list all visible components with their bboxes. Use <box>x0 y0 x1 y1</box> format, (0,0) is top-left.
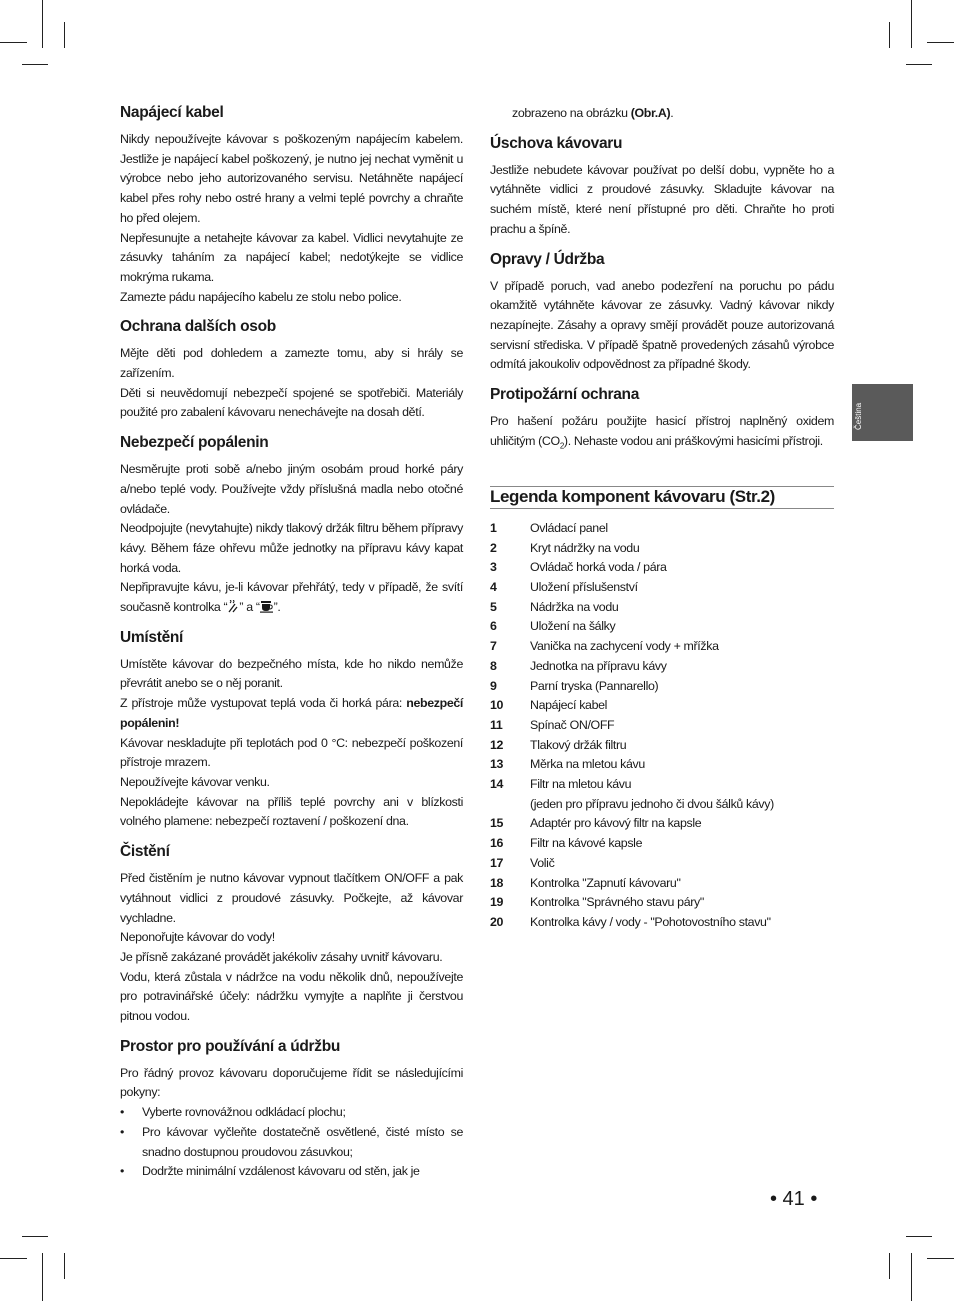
text-run: Nepřipravujte kávu, je-li kávovar přehřátý, tedy v případě, že svítí současně kontrolka “ <box>120 580 463 615</box>
text-run: Z přístroje může vystupovat teplá voda či horká pára: <box>120 696 407 711</box>
legend-text: Kontrolka "Zapnutí kávovaru" <box>530 875 681 890</box>
text-run: Pro hašení požáru použijte hasicí přístroj naplněný oxidem uhličitým (CO <box>490 414 834 448</box>
section-heading: Čistění <box>120 843 170 861</box>
paragraph: Jestliže nebudete kávovar používat po delší dobu, vypněte ho a vytáhněte vidlici z proudové zásuvky. Skladujte kávovar na suchém místě, které není přístupné pro děti. Chraňte ho proti prachu a špíně. <box>490 162 834 236</box>
crop-mark <box>927 42 954 43</box>
legend-row <box>490 617 774 637</box>
legend-number: 16 <box>490 836 504 851</box>
legend-number: 12 <box>490 737 504 752</box>
section-heading: Úschova kávovaru <box>490 134 623 152</box>
steam-icon <box>227 600 239 614</box>
legend-row <box>490 558 774 578</box>
section-heading: Umístění <box>120 628 184 646</box>
legend-text: Uložení příslušenství <box>530 580 638 595</box>
paragraph <box>120 694 463 733</box>
legend-row <box>490 539 774 559</box>
legend-text: Ovládací panel <box>530 520 608 535</box>
section-heading: Opravy / Údržba <box>490 250 605 268</box>
text-run: ”. <box>273 600 281 615</box>
right-column <box>490 104 834 933</box>
legend-text: Kontrolka "Správného stavu páry" <box>530 895 704 910</box>
legend-number <box>490 795 530 815</box>
legend-number: 15 <box>490 816 504 831</box>
legend-text: Jednotka na přípravu kávy <box>530 658 667 673</box>
crop-mark <box>64 22 65 48</box>
left-column <box>120 104 463 1193</box>
text-run: ). Nehaste vodou ani práškovými hasicími přístroji. <box>563 433 823 448</box>
figure-ref: (Obr.A) <box>630 106 671 120</box>
legend-number: 5 <box>490 599 497 614</box>
crop-mark <box>927 1258 954 1259</box>
legend-number: 11 <box>490 717 503 732</box>
crop-mark <box>906 64 932 65</box>
legend-number: 4 <box>490 580 497 595</box>
paragraph: Umístěte kávovar do bezpečného místa, kde ho nikdo nemůže převrátit anebo se o něj poranit. <box>120 656 463 691</box>
paragraph: Kávovar neskladujte při teplotách pod 0 °C: nebezpečí poškození přístroje mrazem. <box>120 735 463 770</box>
section-heading: Napájecí kabel <box>120 104 224 121</box>
paragraph: Neponořujte kávovar do vody! <box>120 930 275 945</box>
legend-row <box>490 913 774 933</box>
legend-number: 10 <box>490 698 504 713</box>
legend-text: Volič <box>530 855 555 870</box>
section-uschova <box>490 135 834 240</box>
legend-number: 2 <box>490 540 497 555</box>
section-opravy <box>490 251 834 376</box>
section-umisteni <box>120 629 463 832</box>
legend-number: 20 <box>490 914 504 929</box>
crop-mark <box>0 42 27 43</box>
paragraph: Nepřesunujte a netahejte kávovar za kabel. Vidlici nevytahujte ze zásuvky taháním za napájecí kabel; nedotýkejte se vidlice mokrýma rukama. <box>120 230 463 284</box>
language-tab-label: Čeština <box>854 402 863 430</box>
paragraph-with-icons <box>120 578 463 617</box>
bullet: • <box>120 1164 124 1179</box>
legend-text: (jeden pro přípravu jednoho či dvou šálků kávy) <box>530 796 774 811</box>
paragraph: Neodpojujte (nevytahujte) nikdy tlakový držák filtru během přípravy kávy. Během fáze ohřevu může jednotky na přípravu kávy kapat horká voda. <box>120 521 463 575</box>
paragraph: Pro řádný provoz kávovaru doporučujeme řídit se následujícími pokyny: <box>120 1065 463 1100</box>
legend-row <box>490 657 774 677</box>
paragraph <box>490 412 834 456</box>
crop-mark <box>42 1253 43 1301</box>
legend-text: Vanička na zachycení vody + mřížka <box>530 639 719 654</box>
section-prostor <box>120 1038 463 1182</box>
text-run: . <box>670 106 674 120</box>
crop-mark <box>906 1236 932 1237</box>
paragraph: Před čistěním je nutno kávovar vypnout tlačítkem ON/OFF a pak vytáhnout vidlici z proudové zásuvky. Počkejte, až kávovar vychladne. <box>120 871 463 925</box>
paragraph: Je přísně zakázané provádět jakékoliv zásahy uvnitř kávovaru. <box>120 949 443 964</box>
text-run: ” a “ <box>239 600 260 615</box>
paragraph: Vodu, která zůstala v nádržce na vodu několik dnů, nepoužívejte pro potravinářské účely: nádržku vymyjte a naplňte ji čerstvou pitnou vodou. <box>120 969 463 1024</box>
legend-row <box>490 893 774 913</box>
legend-text: Uložení na šálky <box>530 619 616 634</box>
paragraph: Nikdy nepoužívejte kávovar s poškozeným napájecím kabelem. Jestliže je napájecí kabel poškozený, je nutno jej nechat vyměnit u výrobce nebo jeho autorizovaného servisu. Netáhněte napájecí kabel přes rohy nebo ostré hrany a velmi teplé povrchy a chraňte ho před olejem. <box>120 132 463 225</box>
legend-text: Parní tryska (Pannarello) <box>530 678 659 693</box>
section-protipozarni <box>490 386 834 456</box>
list-item-text: Vyberte rovnovážnou odkládací plochu; <box>142 1105 346 1120</box>
legend-row <box>490 677 774 697</box>
paragraph: V případě poruch, vad anebo podezření na poruchu po pádu okamžitě vytáhněte kávovar ze zásuvky. Vadný kávovar nikdy nezapínejte. Zásahy a opravy smějí provádět pouze autorizovaná servisní střediska. V případě špatně provedených zásahů výrobce odmítá jakoukoliv odpovědnost za případné škody. <box>490 278 834 372</box>
list-item-text: Pro kávovar vyčleňte dostatečně osvětlené, čisté místo se snadno dostupnou proudovou zásuvkou; <box>142 1124 463 1159</box>
legend-text: Nádržka na vodu <box>530 599 619 614</box>
legend-text: Filtr na kávové kapsle <box>530 836 643 851</box>
legend-row <box>490 755 774 775</box>
bullet: • <box>120 1124 124 1139</box>
legend-text: Tlakový držák filtru <box>530 737 627 752</box>
language-tab <box>852 384 913 441</box>
legend-row <box>490 775 774 795</box>
legend-number: 7 <box>490 639 497 654</box>
legend-text: Spínač ON/OFF <box>530 717 615 732</box>
section-heading: Protipožární ochrana <box>490 386 640 404</box>
legend-text: Ovládač horká voda / pára <box>530 560 667 575</box>
bullet-list <box>120 1103 463 1182</box>
paragraph: Nepokládejte kávovar na příliš teplé povrchy ani v blízkosti volného plamene: nebezpečí roztavení / poškození dna. <box>120 794 463 829</box>
crop-mark <box>64 1253 65 1279</box>
list-item <box>120 1123 463 1162</box>
legend-table <box>490 519 774 933</box>
legend-row <box>490 834 774 854</box>
legend-number: 17 <box>490 855 504 870</box>
legend-text: Filtr na mletou kávu <box>530 777 632 792</box>
legend-text: Napájecí kabel <box>530 698 608 713</box>
paragraph: Nepoužívejte kávovar venku. <box>120 774 270 789</box>
crop-mark <box>0 1258 27 1259</box>
legend-row <box>490 814 774 834</box>
legend-row <box>490 696 774 716</box>
section-nebezpeci-popalenin <box>120 434 463 618</box>
paragraph: Děti si neuvědomují nebezpečí spojené se spotřebiči. Materiály použité pro zabalení kávovaru nenechávejte na dosah dětí. <box>120 385 463 420</box>
legend-row <box>490 716 774 736</box>
legend-row <box>490 519 774 539</box>
legend-body <box>490 519 774 933</box>
legend-number: 19 <box>490 895 504 910</box>
legend-row <box>490 637 774 657</box>
crop-mark <box>889 1253 890 1279</box>
legend-row <box>490 578 774 598</box>
crop-mark <box>22 1236 48 1237</box>
section-heading: Prostor pro používání a údržbu <box>120 1037 341 1055</box>
legend-heading: Legenda komponent kávovaru (Str.2) <box>490 486 834 509</box>
section-legenda <box>490 486 834 933</box>
list-item <box>120 1103 463 1123</box>
legend-row <box>490 795 774 815</box>
legend-number: 18 <box>490 875 504 890</box>
crop-mark <box>22 64 48 65</box>
crop-mark <box>889 22 890 48</box>
crop-mark <box>911 0 912 48</box>
legend-text: Adaptér pro kávový filtr na kapsle <box>530 816 702 831</box>
legend-row <box>490 854 774 874</box>
bullet: • <box>120 1105 124 1120</box>
section-heading: Ochrana dalších osob <box>120 318 276 336</box>
page-number: • 41 • <box>770 1188 818 1210</box>
continued-text <box>490 104 834 124</box>
paragraph: Zamezte pádu napájecího kabelu ze stolu nebo police. <box>120 289 402 304</box>
legend-number: 8 <box>490 658 497 673</box>
section-ochrana-dalsich-osob <box>120 318 463 423</box>
cup-icon <box>260 600 274 614</box>
warning-bold: nebezpečí popálenin! <box>120 696 463 730</box>
text-run: zobrazeno na obrázku <box>512 106 631 120</box>
legend-row <box>490 736 774 756</box>
subscript: 2 <box>559 441 564 451</box>
legend-number: 9 <box>490 678 497 693</box>
list-item-text: Dodržte minimální vzdálenost kávovaru od stěn, jak je <box>142 1164 420 1179</box>
legend-number: 6 <box>490 619 497 634</box>
section-cisteni <box>120 843 463 1027</box>
section-heading: Nebezpečí popálenin <box>120 434 269 452</box>
paragraph: Nesměrujte proti sobě a/nebo jiným osobám proud horké páry a/nebo teplé vody. Používejte vždy příslušná madla nebo otočné ovládače. <box>120 462 463 516</box>
list-item <box>120 1162 463 1182</box>
legend-row <box>490 598 774 618</box>
crop-mark <box>42 0 43 48</box>
legend-number: 14 <box>490 777 504 792</box>
legend-text: Kontrolka kávy / vody - "Pohotovostního stavu" <box>530 914 771 929</box>
legend-text: Kryt nádržky na vodu <box>530 540 640 555</box>
legend-text: Měrka na mletou kávu <box>530 757 645 772</box>
legend-number: 13 <box>490 757 504 772</box>
section-napajeci-kabel <box>120 104 463 307</box>
legend-number: 1 <box>490 520 497 535</box>
paragraph: Mějte děti pod dohledem a zamezte tomu, aby si hrály se zařízením. <box>120 346 463 381</box>
legend-number: 3 <box>490 560 497 575</box>
crop-mark <box>911 1253 912 1301</box>
legend-row <box>490 874 774 894</box>
